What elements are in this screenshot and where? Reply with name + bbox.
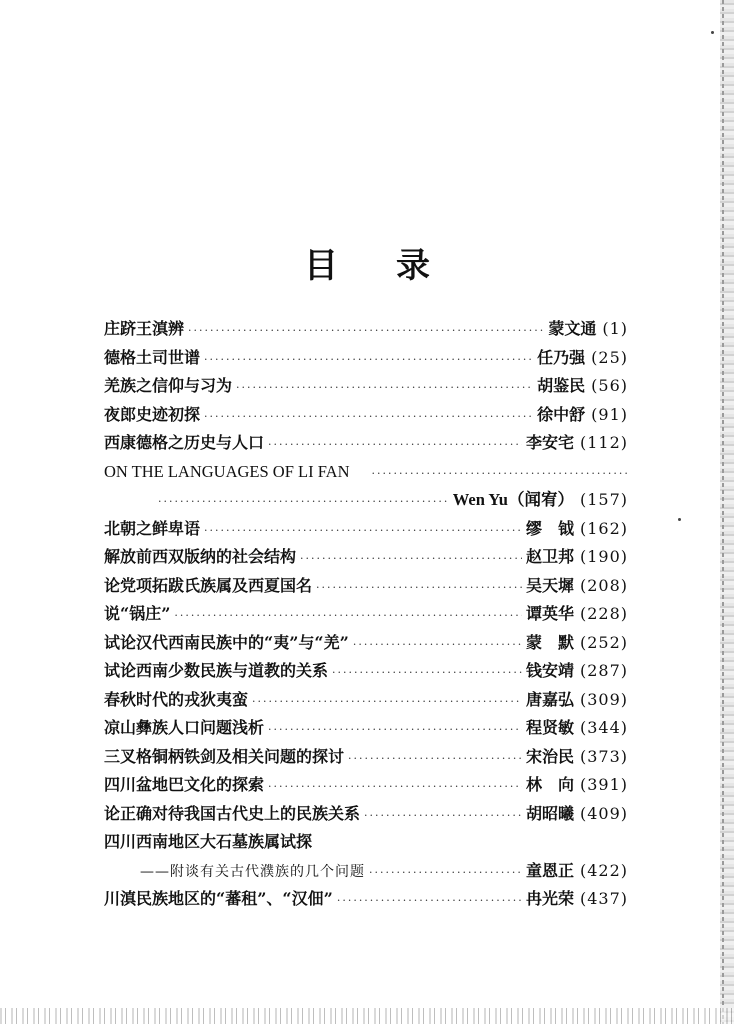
title-char-1: 目 bbox=[304, 246, 338, 286]
entry-author: 胡鉴民 bbox=[537, 376, 586, 395]
entry-page: (391) bbox=[579, 775, 628, 794]
dot-leader bbox=[268, 431, 522, 460]
toc-entry bbox=[104, 743, 628, 772]
toc-entry bbox=[104, 657, 628, 686]
entry-title: 三叉格铜柄铁剑及相关问题的探讨 bbox=[104, 746, 345, 766]
entry-author: 吴天墀 bbox=[525, 575, 574, 595]
entry-author: 宋治民 bbox=[525, 746, 574, 766]
entry-author: 李安宅 bbox=[525, 433, 574, 452]
entry-title: 西康德格之历史与人口 bbox=[104, 433, 265, 452]
toc-entry bbox=[104, 543, 628, 572]
entry-page: (409) bbox=[579, 803, 628, 823]
entry-page: (373) bbox=[579, 746, 628, 766]
entry-page: (309) bbox=[579, 689, 628, 709]
dot-leader bbox=[353, 631, 522, 660]
dot-leader bbox=[204, 517, 522, 546]
entry-page: (157) bbox=[579, 490, 628, 509]
entry-page: (190) bbox=[579, 547, 628, 566]
entry-title: 说“锅庄” bbox=[104, 604, 171, 623]
dot-leader bbox=[268, 773, 522, 802]
scan-speck bbox=[678, 518, 681, 521]
dot-leader bbox=[236, 374, 533, 403]
dot-leader bbox=[316, 574, 522, 603]
dot-leader bbox=[174, 602, 522, 631]
entry-title: 凉山彝族人口问题浅析 bbox=[104, 718, 265, 737]
toc-entry bbox=[104, 372, 628, 401]
entry-title: 试论汉代西南民族中的“夷”与“羌” bbox=[104, 632, 349, 652]
scan-noise-bottom bbox=[0, 1008, 734, 1024]
title-char-2: 录 bbox=[396, 246, 430, 286]
entry-page: (91) bbox=[591, 404, 628, 424]
page-edge-shadow bbox=[720, 0, 734, 1024]
entry-page: (208) bbox=[579, 575, 628, 595]
entry-page: (112) bbox=[579, 433, 628, 452]
entry-title: ON THE LANGUAGES OF LI FAN bbox=[104, 461, 350, 481]
entry-author: 冉光荣 bbox=[525, 889, 574, 908]
toc-entry bbox=[104, 686, 628, 715]
entry-title: 德格土司世谱 bbox=[104, 347, 201, 367]
entry-title: 解放前西双版纳的社会结构 bbox=[104, 547, 297, 566]
toc-entry bbox=[104, 629, 628, 658]
dot-leader bbox=[364, 802, 522, 831]
entry-page: (422) bbox=[579, 860, 628, 880]
entry-author: 程贤敏 bbox=[525, 718, 574, 737]
dot-leader bbox=[204, 403, 533, 432]
toc-entry bbox=[104, 800, 628, 829]
entry-author: 赵卫邦 bbox=[525, 547, 574, 566]
toc-entry bbox=[104, 714, 628, 743]
entry-author: 童恩正 bbox=[525, 860, 574, 880]
entry-title: 试论西南少数民族与道教的关系 bbox=[104, 661, 329, 680]
entry-title: 羌族之信仰与习为 bbox=[104, 376, 233, 395]
entry-page: (25) bbox=[591, 347, 628, 367]
dot-leader bbox=[369, 859, 522, 888]
toc-entry bbox=[104, 344, 628, 373]
entry-author: 谭英华 bbox=[525, 604, 574, 623]
dot-leader bbox=[337, 887, 522, 916]
toc-entry bbox=[104, 515, 628, 544]
entry-author: 缪 钺 bbox=[525, 518, 574, 538]
entry-author: 蒙文通 bbox=[548, 319, 597, 338]
entry-title: 北朝之鲜卑语 bbox=[104, 518, 201, 538]
table-of-contents bbox=[104, 315, 628, 914]
toc-entry bbox=[104, 401, 628, 430]
entry-title: 夜郎史迹初探 bbox=[104, 404, 201, 424]
entry-page: (162) bbox=[579, 518, 628, 538]
entry-page: (1) bbox=[602, 319, 628, 338]
entry-title: 春秋时代的戎狄夷蛮 bbox=[104, 689, 249, 709]
entry-title: 庄跻王滇辨 bbox=[104, 319, 185, 338]
dot-leader bbox=[348, 745, 522, 774]
entry-title: 四川盆地巴文化的探索 bbox=[104, 775, 265, 794]
toc-entry-continuation bbox=[104, 486, 628, 515]
dot-leader bbox=[158, 488, 449, 517]
toc-entry bbox=[104, 429, 628, 458]
dot-leader bbox=[332, 659, 522, 688]
entry-title: 论党项拓跋氏族属及西夏国名 bbox=[104, 575, 313, 595]
toc-entry bbox=[104, 885, 628, 914]
dot-leader bbox=[188, 317, 544, 346]
entry-author: 钱安靖 bbox=[525, 661, 574, 680]
entry-author: 任乃强 bbox=[537, 347, 586, 367]
toc-entry bbox=[104, 572, 628, 601]
entry-author: 唐嘉弘 bbox=[525, 689, 574, 709]
entry-author: 胡昭曦 bbox=[525, 803, 574, 823]
toc-entry bbox=[104, 458, 628, 487]
toc-entry-subtitle bbox=[104, 857, 628, 886]
page-title bbox=[0, 238, 734, 287]
entry-page: (437) bbox=[579, 889, 628, 908]
entry-page: (287) bbox=[579, 661, 628, 680]
toc-entry bbox=[104, 315, 628, 344]
entry-page: (56) bbox=[591, 376, 628, 395]
entry-author: Wen Yu（闻宥） bbox=[452, 490, 574, 509]
dot-leader bbox=[300, 545, 522, 574]
entry-title: 论正确对待我国古代史上的民族关系 bbox=[104, 803, 361, 823]
toc-entry bbox=[104, 600, 628, 629]
entry-subtitle: ——附谈有关古代濮族的几个问题 bbox=[140, 863, 365, 880]
dot-leader bbox=[204, 346, 533, 375]
entry-page: (252) bbox=[579, 632, 628, 652]
scan-speck bbox=[711, 31, 714, 34]
dot-leader bbox=[268, 716, 522, 745]
dot-leader bbox=[252, 688, 522, 717]
entry-author: 林 向 bbox=[525, 775, 574, 794]
toc-entry bbox=[104, 828, 628, 857]
entry-page: (228) bbox=[579, 604, 628, 623]
entry-author: 徐中舒 bbox=[537, 404, 586, 424]
entry-author: 蒙 默 bbox=[525, 632, 574, 652]
toc-entry bbox=[104, 771, 628, 800]
entry-title: 四川西南地区大石墓族属试探 bbox=[104, 832, 313, 851]
entry-page: (344) bbox=[579, 718, 628, 737]
dot-leader bbox=[372, 460, 628, 489]
entry-title: 川滇民族地区的“蕃租”、“汉佃” bbox=[104, 889, 333, 908]
